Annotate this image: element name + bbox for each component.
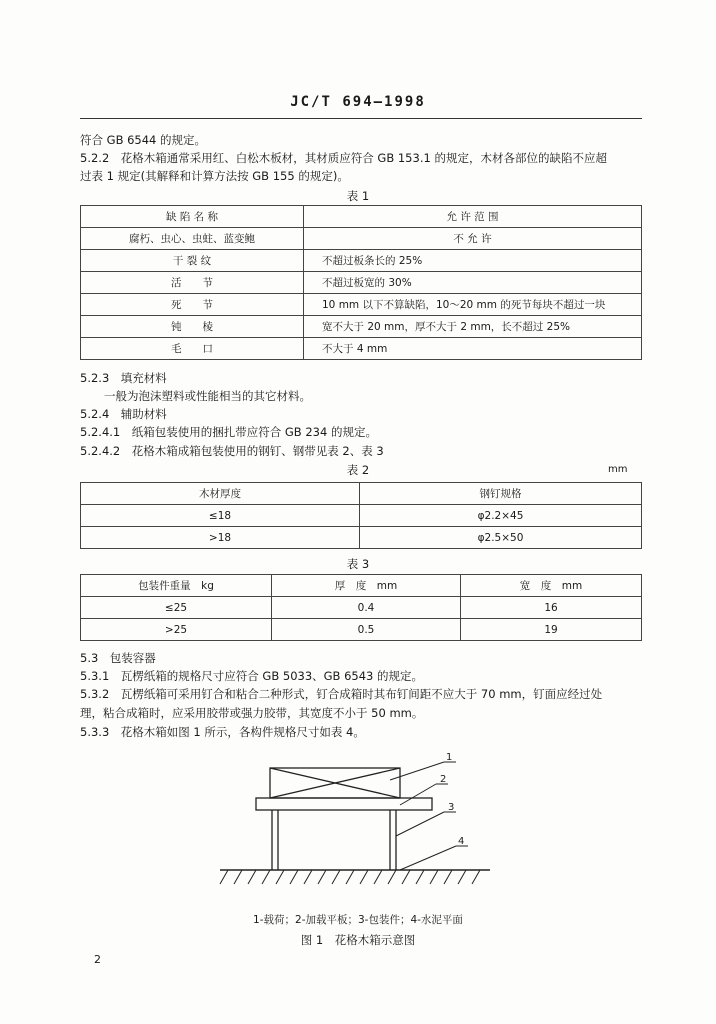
table-cell: 宽不大于 20 mm，厚不大于 2 mm，长不超过 25%	[304, 316, 642, 338]
table-row	[81, 338, 642, 360]
table3-caption: 表 3	[346, 557, 370, 571]
table-cell: 10 mm 以下不算缺陷，10～20 mm 的死节每块不超过一块	[304, 294, 642, 316]
table-row	[81, 316, 642, 338]
leader-line-2	[400, 784, 436, 805]
clause-5-2-2-line2: 过表 1 规定(其解释和计算方法按 GB 155 的规定)。	[80, 169, 349, 183]
clause-5-3: 5.3 包装容器	[80, 651, 156, 665]
clause-5-3-2-line1: 5.3.2 瓦楞纸箱可采用钉合和粘合二种形式，钉合成箱时其布钉间距不应大于 70 mm，钉面应经过处	[80, 687, 603, 701]
table-cell: 毛 口	[81, 338, 304, 360]
leader-line-1	[390, 762, 444, 780]
table-cell: 不 允 许	[304, 228, 642, 250]
table-cell: 死 节	[81, 294, 304, 316]
table3-header-cell: 厚 度 mm	[272, 575, 461, 597]
figure-label-1: 1	[446, 752, 453, 763]
table-row	[81, 272, 642, 294]
figure-label-2: 2	[440, 774, 447, 785]
clause-5-2-4: 5.2.4 辅助材料	[80, 407, 167, 421]
table1	[80, 205, 642, 360]
clause-5-3-3: 5.3.3 花格木箱如图 1 所示，各构件规格尺寸如表 4。	[80, 725, 365, 739]
figure-legend: 1-载荷；2-加载平板；3-包装件；4-水泥平面	[253, 914, 463, 926]
table2-header-cell: 钢钉规格	[360, 483, 642, 505]
table-row	[81, 294, 642, 316]
table-cell: φ2.5×50	[360, 527, 642, 549]
leader-line-3	[396, 812, 444, 836]
table-row	[81, 250, 642, 272]
table2-caption: 表 2	[346, 463, 370, 477]
table1-header-cell: 缺 陷 名 称	[81, 206, 304, 228]
clause-5-2-3-body: 一般为泡沫塑料或性能相当的其它材料。	[104, 389, 311, 403]
clause-5-3-2-line2: 理，粘合成箱时，应采用胶带或强力胶带，其宽度不小于 50 mm。	[80, 706, 424, 720]
figure-label-3: 3	[448, 802, 455, 813]
table-cell: 活 节	[81, 272, 304, 294]
clause-5-2-3: 5.2.3 填充材料	[80, 371, 167, 385]
table-cell: 腐朽、虫心、虫蛀、蓝变鲍	[81, 228, 304, 250]
paragraph-continuation: 符合 GB 6544 的规定。	[80, 133, 207, 147]
table3-header-cell: 宽 度 mm	[461, 575, 642, 597]
table-cell: ≤25	[81, 597, 272, 619]
table-cell: >18	[81, 527, 360, 549]
table3	[80, 574, 642, 641]
table-cell: 19	[461, 619, 642, 641]
figure-1-schematic	[200, 750, 520, 910]
table-cell: 干 裂 纹	[81, 250, 304, 272]
clause-5-2-2-line1: 5.2.2 花格木箱通常采用红、白松木板材，其材质应符合 GB 153.1 的规定，木材各部位的缺陷不应超	[80, 151, 607, 165]
table-row	[81, 505, 642, 527]
page-header: JC/T 694—1998	[290, 94, 426, 110]
floor-hatching	[220, 870, 480, 884]
table2-header-row	[81, 483, 642, 505]
table2-header-cell: 木材厚度	[81, 483, 360, 505]
clause-5-2-4-1: 5.2.4.1 纸箱包装使用的捆扎带应符合 GB 234 的规定。	[80, 425, 377, 439]
table3-header-row	[81, 575, 642, 597]
table1-header-cell: 允 许 范 围	[304, 206, 642, 228]
table-row	[81, 619, 642, 641]
table-cell: 0.5	[272, 619, 461, 641]
table-cell: 不超过板条长的 25%	[304, 250, 642, 272]
table-row	[81, 597, 642, 619]
page-number: 2	[94, 953, 101, 966]
table-cell: >25	[81, 619, 272, 641]
table3-header-cell: 包装件重量 kg	[81, 575, 272, 597]
table-cell: 钝 棱	[81, 316, 304, 338]
figure-caption: 图 1 花格木箱示意图	[300, 933, 416, 947]
table-cell: 不超过板宽的 30%	[304, 272, 642, 294]
loading-plate	[256, 798, 432, 810]
table1-header-row	[81, 206, 642, 228]
table-cell: φ2.2×45	[360, 505, 642, 527]
table-cell: 16	[461, 597, 642, 619]
clause-5-2-4-2: 5.2.4.2 花格木箱成箱包装使用的钢钉、钢带见表 2、表 3	[80, 444, 384, 458]
figure-label-4: 4	[458, 836, 465, 847]
leader-line-4	[400, 846, 456, 870]
clause-5-3-1: 5.3.1 瓦楞纸箱的规格尺寸应符合 GB 5033、GB 6543 的规定。	[80, 669, 424, 683]
header-rule	[80, 118, 642, 119]
table-cell: 0.4	[272, 597, 461, 619]
table-cell: 不大于 4 mm	[304, 338, 642, 360]
table-row	[81, 228, 642, 250]
table2	[80, 482, 642, 549]
table2-unit: mm	[608, 464, 628, 475]
table-cell: ≤18	[81, 505, 360, 527]
table-row	[81, 527, 642, 549]
table1-caption: 表 1	[346, 189, 370, 203]
